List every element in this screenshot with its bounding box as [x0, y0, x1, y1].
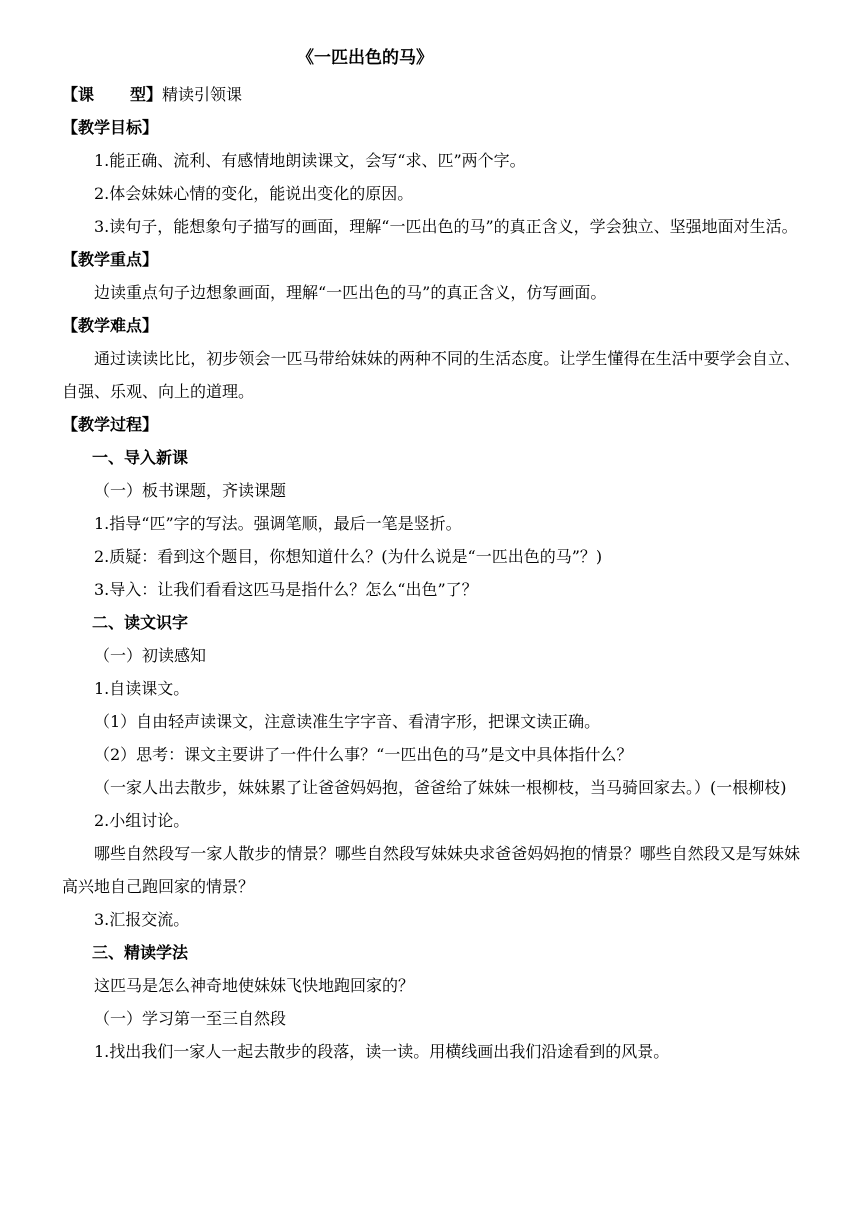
- process-part1-item: 3.导入：让我们看看这匹马是指什么？怎么“出色”了？: [94, 580, 478, 599]
- process-part2-item1c: （一家人出去散步，妹妹累了让爸爸妈妈抱，爸爸给了妹妹一根柳枝，当马骑回家去。）(一根柳枝): [94, 778, 787, 797]
- process-part2-item3: 3.汇报交流。: [94, 910, 190, 929]
- document-title: 《一匹出色的马》: [297, 48, 433, 68]
- process-part1-sub1: （一）板书课题，齐读课题: [94, 481, 287, 500]
- process-part2-item1b: （2）思考：课文主要讲了一件什么事？“一匹出色的马”是文中具体指什么？: [94, 745, 633, 764]
- section-heading-objectives: 【教学目标】: [62, 118, 159, 137]
- process-part3-item1: 1.找出我们一家人一起去散步的段落，读一读。用横线画出我们沿途看到的风景。: [94, 1042, 670, 1061]
- difficulties-text: 通过读读比比，初步领会一匹马带给妹妹的两种不同的生活态度。让学生懂得在生活中要学会自立、自强、乐观、向上的道理。: [62, 349, 800, 401]
- process-part2-item2: 2.小组讨论。: [94, 811, 190, 830]
- process-part2-item1a: （1）自由轻声读课文，注意读准生字字音、看清字形，把课文读正确。: [94, 712, 601, 731]
- process-part2-item2-text: 哪些自然段写一家人散步的情景？哪些自然段写妹妹央求爸爸妈妈抱的情景？哪些自然段又是写妹妹高兴地自己跑回家的情景？: [62, 844, 800, 896]
- process-part1-item: 1.指导“匹”字的写法。强调笔顺，最后一笔是竖折。: [94, 514, 462, 533]
- course-type-line: [62, 78, 800, 111]
- objective-item: 2.体会妹妹心情的变化，能说出变化的原因。: [94, 184, 414, 203]
- course-type-label-right: 型】: [130, 85, 163, 104]
- course-type-label-left: 【课: [62, 85, 95, 104]
- keypoints-text: 边读重点句子边想象画面，理解“一匹出色的马”的真正含义，仿写画面。: [94, 283, 607, 302]
- process-part3-heading: 三、精读学法: [92, 943, 189, 962]
- section-heading-difficulties: 【教学难点】: [62, 316, 159, 335]
- objective-item: 3.读句子，能想象句子描写的画面，理解“一匹出色的马”的真正含义，学会独立、坚强地面对生活。: [94, 217, 798, 236]
- section-heading-process: 【教学过程】: [62, 415, 159, 434]
- process-part1-heading: 一、导入新课: [92, 448, 189, 467]
- process-part2-item1: 1.自读课文。: [94, 679, 190, 698]
- process-part2-heading: 二、读文识字: [92, 613, 189, 632]
- section-heading-keypoints: 【教学重点】: [62, 250, 159, 269]
- process-part3-intro: 这匹马是怎么神奇地使妹妹飞快地跑回家的？: [94, 976, 415, 995]
- process-part2-sub1: （一）初读感知: [94, 646, 207, 665]
- process-part3-sub1: （一）学习第一至三自然段: [94, 1009, 287, 1028]
- process-part1-item: 2.质疑：看到这个题目，你想知道什么？(为什么说是“一匹出色的马”？): [94, 547, 603, 566]
- course-type-value: 精读引领课: [162, 85, 243, 104]
- objective-item: 1.能正确、流利、有感情地朗读课文，会写“求、匹”两个字。: [94, 151, 526, 170]
